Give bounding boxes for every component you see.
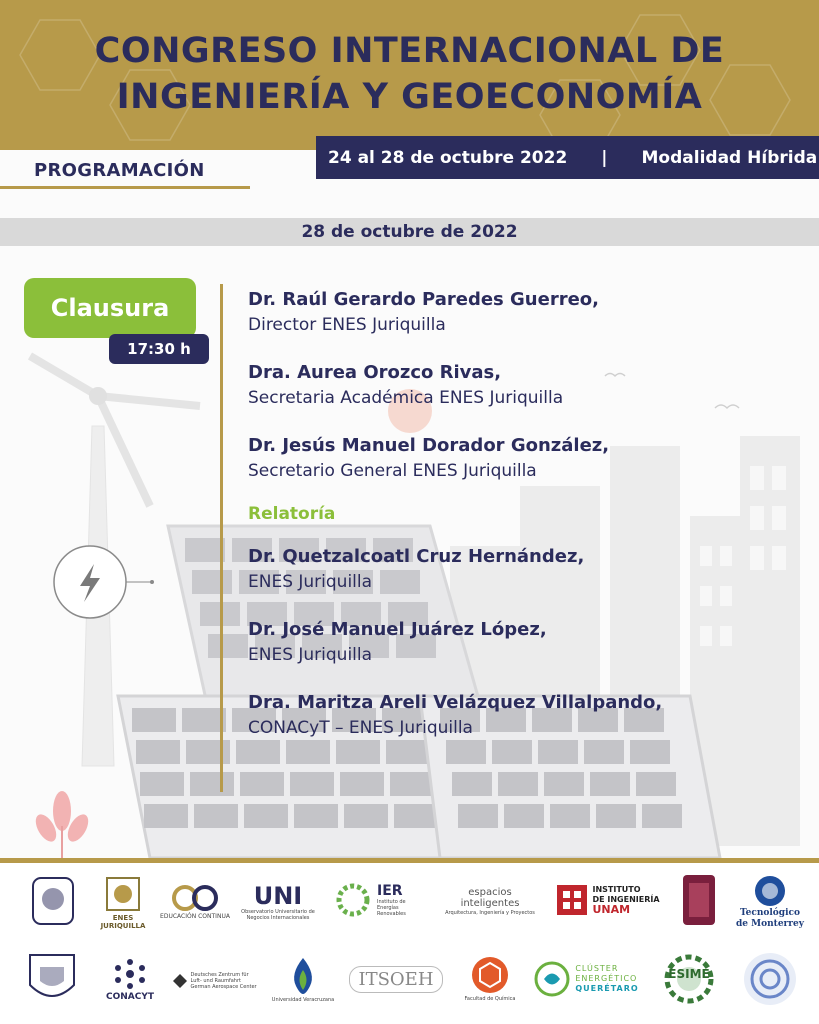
dlr-icon: [172, 973, 188, 989]
itsoeh-text: ITSOEH: [349, 966, 442, 993]
espacios-logo: [440, 877, 540, 927]
ii-text-1: INSTITUTO: [592, 885, 641, 894]
speaker-item: [248, 287, 808, 337]
enes-logo: [98, 871, 148, 933]
dlr-text: Deutsches Zentrum für Luft- und Raumfahrt: [190, 972, 249, 984]
speaker-item: [248, 433, 808, 483]
university-shield-icon: [26, 951, 78, 1007]
uv-text: Universidad Veracruzana: [271, 997, 335, 1003]
timeline-divider: [220, 284, 223, 792]
congress-title: [0, 28, 819, 120]
relator-name: Dra. Maritza Areli Velázquez Villalpando,: [248, 692, 663, 713]
date-separator: |: [601, 147, 608, 168]
relatoria-heading: Relatoría: [248, 504, 336, 524]
header-banner: [0, 0, 819, 150]
conacyt-icon: [112, 956, 148, 992]
tec-monterrey-logo: [730, 871, 810, 933]
title-line-1: CONGRESO INTERNACIONAL DE: [94, 31, 725, 71]
cluster-text-1: CLÚSTER: [575, 964, 619, 973]
swirl-logo: [740, 949, 800, 1009]
relator-name: Dr. Quetzalcoatl Cruz Hernández,: [248, 546, 585, 567]
session-badge: Clausura: [24, 278, 196, 338]
sponsor-logos: [0, 863, 819, 1024]
dlr-subtext: German Aerospace Center: [190, 984, 257, 990]
section-underline: [0, 186, 250, 189]
dlr-logo: [170, 961, 262, 1001]
uv-logo: [270, 951, 336, 1009]
espacios-subtext: Arquitectura, Ingeniería y Proyectos: [445, 910, 535, 916]
quimica-text: Facultad de Química: [464, 996, 516, 1002]
unam-logo: [28, 873, 78, 929]
speaker-role: Secretario General ENES Juriquilla: [248, 461, 537, 481]
cluster-icon: [533, 960, 571, 998]
ier-logo: [330, 875, 430, 925]
speaker-name: Dr. Raúl Gerardo Paredes Guerreo,: [248, 289, 599, 310]
relator-name: Dr. José Manuel Juárez López,: [248, 619, 547, 640]
swirl-emblem-icon: [742, 951, 798, 1007]
tec-emblem-icon: [753, 874, 787, 908]
relator-item: [248, 690, 808, 740]
tec-text-2: de Monterrey: [736, 919, 804, 929]
quimica-emblem-icon: [470, 955, 510, 995]
esime-text: ESIME: [668, 967, 710, 981]
lightning-icon: [54, 546, 154, 618]
espacios-text: espacios inteligentes: [460, 887, 520, 909]
speaker-role: Director ENES Juriquilla: [248, 315, 446, 335]
enes-emblem-icon: [103, 874, 143, 914]
relator-item: [248, 617, 808, 667]
tec-text-1: Tecnológico: [739, 908, 801, 918]
day-bar: 28 de octubre de 2022: [0, 218, 819, 246]
ii-text-3: UNAM: [592, 903, 631, 916]
quimica-logo: [462, 949, 518, 1009]
ier-subtext: Instituto de Energías Renovables: [377, 899, 406, 917]
unam-shield-icon: [30, 875, 76, 927]
esime-logo: [654, 949, 724, 1009]
conacyt-logo: [96, 949, 164, 1009]
event-dates: 24 al 28 de octubre 2022: [328, 147, 568, 168]
uv-flame-icon: [286, 956, 320, 996]
speaker-list: [248, 287, 808, 763]
ipn-logo: [676, 871, 722, 929]
uni-subtext: Observatorio Universitario de Negocios Internacionales: [241, 909, 315, 921]
ii-unam-icon: [556, 884, 588, 916]
itsoeh-logo: [344, 959, 448, 999]
instituto-ingenieria-logo: [552, 877, 664, 923]
title-line-2: INGENIERÍA Y GEOECONOMÍA: [116, 77, 703, 117]
event-modality: Modalidad Híbrida: [641, 147, 818, 168]
cluster-text-2: ENERGÉTICO: [575, 974, 638, 983]
enes-text: ENES JURIQUILLA: [100, 914, 146, 930]
educacion-continua-logo: [160, 879, 230, 925]
conacyt-text: CONACYT: [105, 992, 154, 1002]
cluster-logo: [528, 955, 644, 1003]
uni-logo: [238, 879, 318, 925]
relator-role: ENES Juriquilla: [248, 572, 373, 592]
ier-text: IER: [377, 883, 403, 899]
ii-text-2: DE INGENIERÍA: [592, 895, 660, 904]
uni-text: UNI: [253, 882, 303, 910]
speaker-item: [248, 360, 808, 410]
educacion-continua-icon: [170, 883, 220, 913]
session-time-badge: 17:30 h: [109, 334, 209, 364]
cluster-text-3: QUERÉTARO: [575, 984, 639, 993]
ipn-emblem-icon: [679, 873, 719, 927]
ier-sun-icon: [333, 880, 373, 920]
speaker-role: Secretaria Académica ENES Juriquilla: [248, 388, 564, 408]
speaker-name: Dra. Aurea Orozco Rivas,: [248, 362, 502, 383]
section-label: PROGRAMACIÓN: [34, 160, 205, 181]
relator-item: [248, 544, 808, 594]
educacion-text: EDUCACIÓN CONTINUA: [160, 913, 230, 920]
escudo-logo: [24, 949, 80, 1009]
relator-role: CONACyT – ENES Juriquilla: [248, 718, 473, 738]
relator-role: ENES Juriquilla: [248, 645, 373, 665]
date-bar: [316, 136, 819, 179]
speaker-name: Dr. Jesús Manuel Dorador González,: [248, 435, 610, 456]
